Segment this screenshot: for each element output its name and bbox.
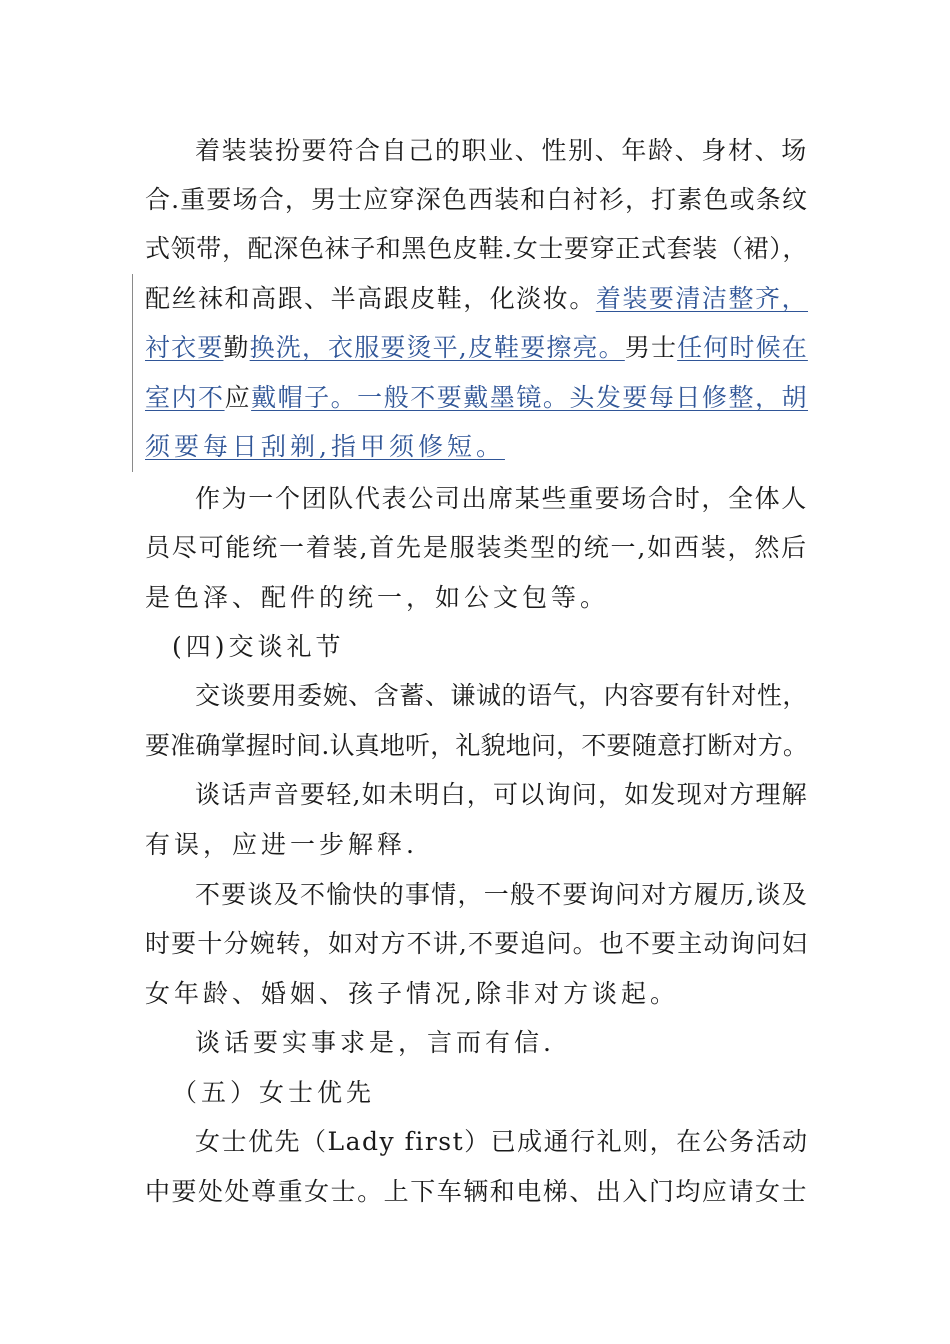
text-line xyxy=(145,919,808,969)
text-line xyxy=(195,474,808,524)
text-line xyxy=(195,870,808,920)
text-line xyxy=(145,721,808,771)
text-line xyxy=(172,1068,375,1118)
hyperlink-text[interactable]: 衬衣要 xyxy=(145,333,224,362)
body-text: 有误，应进一步解释. xyxy=(145,830,418,859)
body-text: 合.重要场合，男士应穿深色西装和白衬衫，打素色或条纹 xyxy=(145,185,809,214)
body-text: 是色泽、配件的统一，如公文包等。 xyxy=(145,583,610,612)
text-line xyxy=(145,323,808,373)
body-text: （五）女士优先 xyxy=(172,1078,376,1107)
body-text: 不要谈及不愉快的事情，一般不要询问对方履历,谈及 xyxy=(195,880,808,909)
text-line xyxy=(145,1167,808,1217)
body-text: 谈话要实事求是，言而有信. xyxy=(195,1028,555,1057)
text-line xyxy=(195,126,808,176)
text-line xyxy=(195,1117,809,1167)
text-line xyxy=(145,224,808,274)
hyperlink-text[interactable]: 任何时候在 xyxy=(677,333,808,362)
text-line xyxy=(145,373,808,423)
text-line xyxy=(195,1018,555,1068)
text-line xyxy=(145,175,808,225)
revision-bar xyxy=(132,274,133,472)
text-line xyxy=(145,422,505,472)
text-line xyxy=(145,969,679,1019)
text-line xyxy=(145,523,808,573)
body-text: (四)交谈礼节 xyxy=(172,632,345,661)
body-text: 配丝袜和高跟、半高跟皮鞋，化淡妆。 xyxy=(145,284,596,313)
body-text: 应 xyxy=(224,383,252,412)
body-text: 中要处处尊重女士。上下车辆和电梯、出入门均应请女士 xyxy=(145,1177,809,1206)
text-line xyxy=(172,622,345,672)
body-text: 谈话声音要轻,如未明白，可以询问，如发现对方理解 xyxy=(195,780,808,809)
hyperlink-text[interactable]: 换洗，衣服要烫平,皮鞋要擦亮。 xyxy=(249,333,625,362)
body-text: 男士 xyxy=(624,333,678,362)
text-line xyxy=(145,274,808,324)
body-text: 员尽可能统一着装,首先是服装类型的统一,如西装，然后 xyxy=(145,533,808,562)
hyperlink-text[interactable]: 戴帽子。一般不要戴墨镜。头发要每日修整，胡 xyxy=(251,383,809,412)
text-line xyxy=(145,820,418,870)
body-text: 时要十分婉转，如对方不讲,不要追问。也不要主动询问妇 xyxy=(145,929,809,958)
body-text: 式领带，配深色袜子和黑色皮鞋.女士要穿正式套装（裙）， xyxy=(145,234,808,263)
text-line xyxy=(195,770,808,820)
body-text: 着装装扮要符合自己的职业、性别、年龄、身材、场 xyxy=(195,136,808,165)
body-text: 女士优先（Lady first）已成通行礼则，在公务活动 xyxy=(195,1127,809,1156)
body-text: 作为一个团队代表公司出席某些重要场合时，全体人 xyxy=(195,484,808,513)
text-line xyxy=(145,573,609,623)
hyperlink-text[interactable]: 着装要清洁整齐， xyxy=(595,284,809,313)
hyperlink-text[interactable]: 室内不 xyxy=(145,383,225,412)
body-text: 要准确掌握时间.认真地听，礼貌地问，不要随意打断对方。 xyxy=(145,731,809,760)
hyperlink-text[interactable]: 须要每日刮剃,指甲须修短。 xyxy=(145,432,505,461)
body-text: 勤 xyxy=(223,333,250,362)
body-text: 女年龄、婚姻、孩子情况,除非对方谈起。 xyxy=(145,979,679,1008)
body-text: 交谈要用委婉、含蓄、谦诚的语气，内容要有针对性， xyxy=(195,681,808,710)
text-line xyxy=(195,671,808,721)
